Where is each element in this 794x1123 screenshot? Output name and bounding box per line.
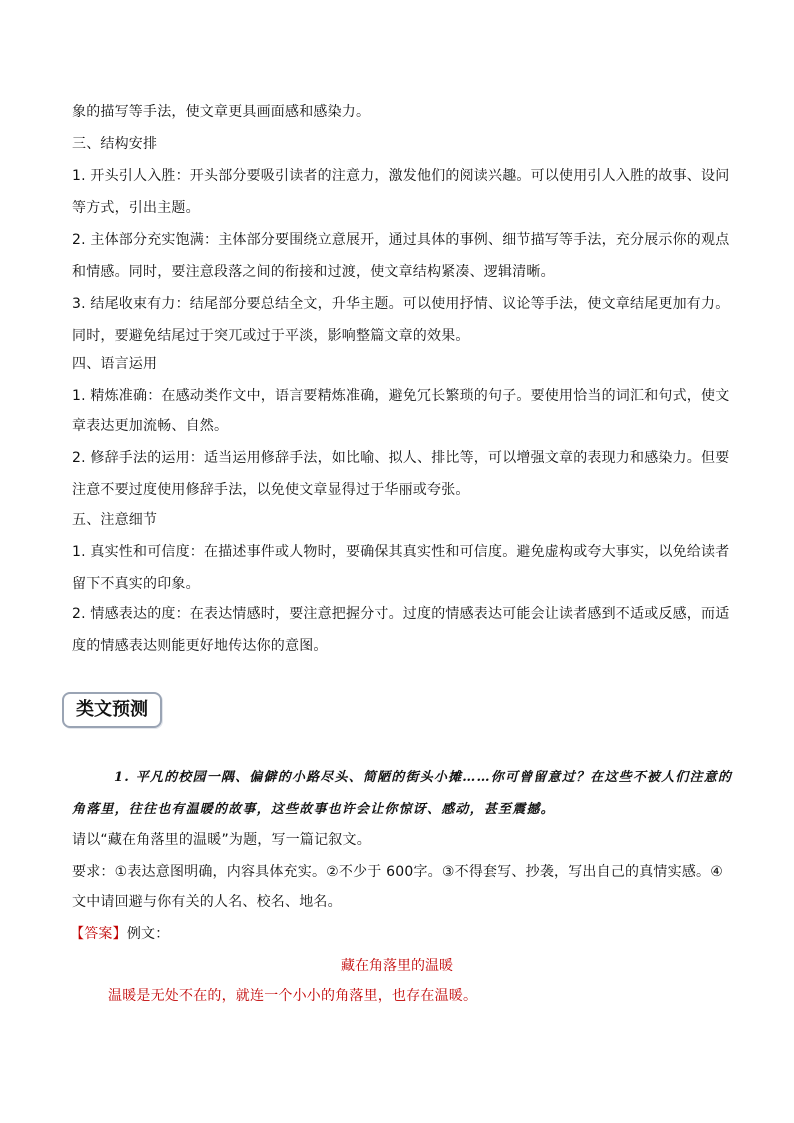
body-line: 1. 真实性和可信度：在描述事件或人物时，要确保其真实性和可信度。避免虚构或夸大事实，以免给读者: [72, 544, 730, 560]
body-line: 2. 情感表达的度：在表达情感时，要注意把握分寸。过度的情感表达可能会让读者感到不适或反感，而适: [72, 606, 730, 622]
section-heading-language: 四、语言运用: [72, 356, 158, 372]
body-line: 同时，要避免结尾过于突兀或过于平淡，影响整篇文章的效果。: [72, 328, 470, 344]
essay-first-line: 温暖是无处不在的，就连一个小小的角落里，也存在温暖。: [108, 988, 478, 1004]
question-prompt-line: 角落里，往往也有温暖的故事，这些故事也许会让你惊讶、感动，甚至震撼。: [72, 802, 555, 817]
answer-line: [70, 924, 730, 944]
body-line: 等方式，引出主题。: [72, 200, 200, 216]
answer-label: 例文：: [126, 926, 170, 942]
body-line: 度的情感表达则能更好地传达你的意图。: [72, 638, 328, 654]
section-heading-details: 五、注意细节: [72, 512, 158, 528]
body-line: 留下不真实的印象。: [72, 576, 200, 592]
body-line: 象的描写等手法，使文章更具画面感和感染力。: [72, 104, 371, 120]
answer-tag: 【答案】: [70, 926, 127, 942]
question-requirements: 文中请回避与你有关的人名、校名、地名。: [72, 894, 342, 910]
question-prompt-line: 1. 平凡的校园一隅、偏僻的小路尽头、简陋的街头小摊……你可曾留意过？在这些不被人们注意的: [114, 770, 733, 785]
body-line: 1. 开头引人入胜：开头部分要吸引读者的注意力，激发他们的阅读兴趣。可以使用引人入胜的故事、设问: [72, 168, 730, 184]
body-line: 章表达更加流畅、自然。: [72, 418, 229, 434]
essay-title: 藏在角落里的温暖: [341, 958, 453, 974]
question-requirements: 要求：①表达意图明确，内容具体充实。②不少于 600字。③不得套写、抄袭，写出自己的真情实感。④: [72, 864, 723, 880]
body-line: 和情感。同时，要注意段落之间的衔接和过渡，使文章结构紧凑、逻辑清晰。: [72, 264, 555, 280]
body-line: 1. 精炼准确：在感动类作文中，语言要精炼准确，避免冗长繁琐的句子。要使用恰当的词汇和句式，使文: [72, 388, 730, 404]
body-line: 2. 主体部分充实饱满：主体部分要围绕立意展开，通过具体的事例、细节描写等手法，充分展示你的观点: [72, 232, 730, 248]
body-line: 3. 结尾收束有力：结尾部分要总结全文，升华主题。可以使用抒情、议论等手法，使文章结尾更加有力。: [72, 296, 730, 312]
section-title-box: 类文预测: [62, 692, 162, 728]
body-line: 2. 修辞手法的运用：适当运用修辞手法，如比喻、拟人、排比等，可以增强文章的表现力和感染力。但要: [72, 450, 730, 466]
question-instruction: 请以“藏在角落里的温暖”为题，写一篇记叙文。: [72, 832, 371, 848]
body-line: 注意不要过度使用修辞手法，以免使文章显得过于华丽或夸张。: [72, 482, 470, 498]
section-heading-structure: 三、结构安排: [72, 136, 158, 152]
